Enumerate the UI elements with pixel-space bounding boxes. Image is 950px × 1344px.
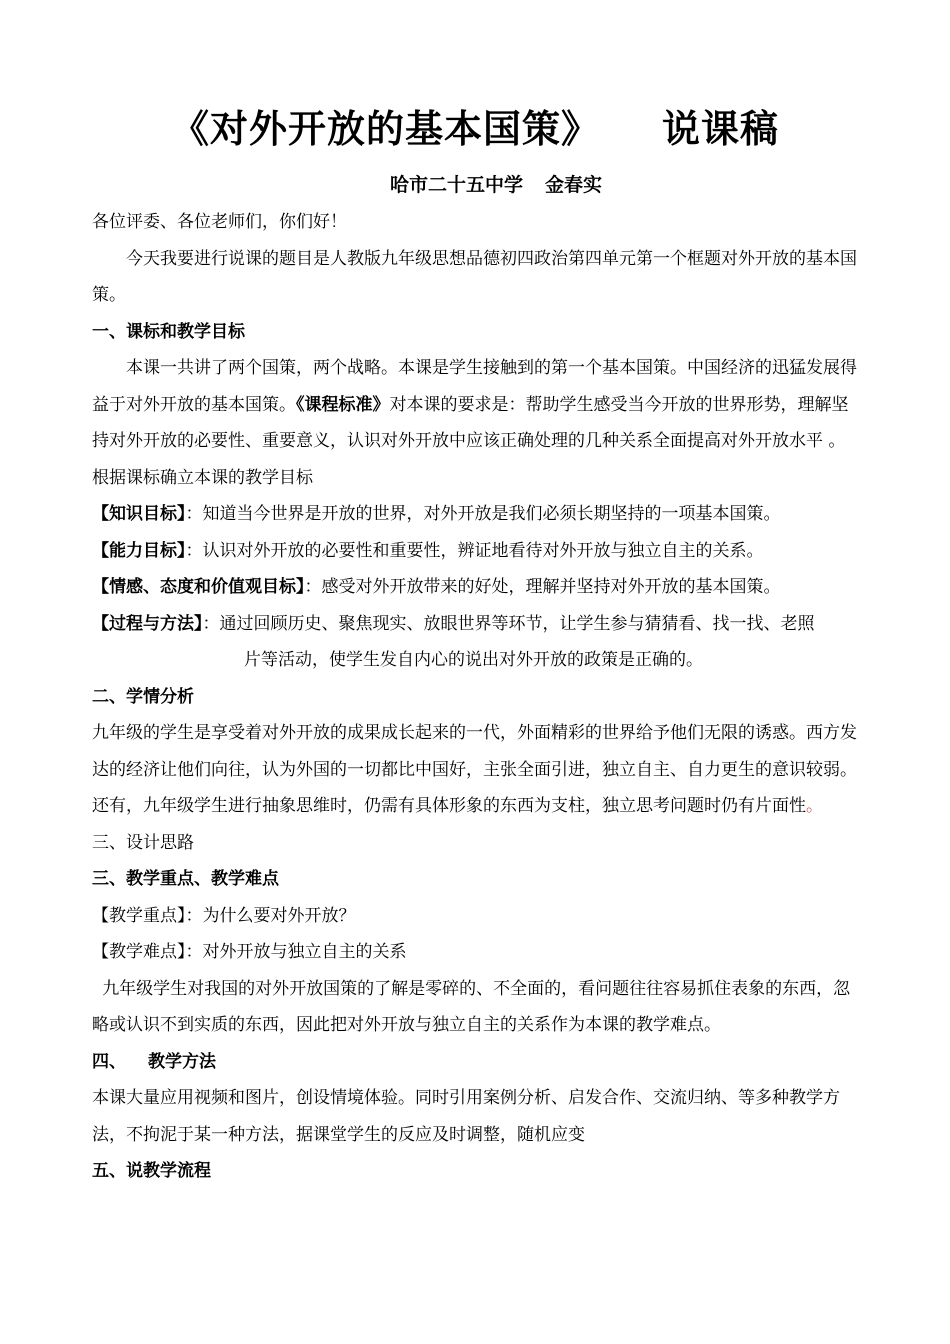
- difficult-point: 【教学难点】：对外开放与独立自主的关系: [92, 942, 407, 962]
- section-4-heading: 四、 教学方法: [92, 1051, 216, 1072]
- section-3-heading: 三、教学重点、教学难点: [92, 869, 279, 889]
- author-school: 哈市二十五中学: [390, 174, 524, 196]
- section-3a-heading: 三、设计思路: [92, 832, 194, 853]
- goal-emotion: 【情感、态度和价值观目标】：感受对外开放带来的好处，理解并坚持对外开放的基本国策。: [92, 577, 781, 597]
- section-1-paragraph: 本课一共讲了两个国策，两个战略。本课是学生接触到的第一个基本国策。中国经济的迅猛发展得益于对外开放的基本国策。《课程标准》对本课的要求是：帮助学生感受当今开放的世界形势，理解坚持对外开放的必要性、重要意义，认识对外开放中应该正确处理的几种关系全面提高对外开放水平 。根据课标确立本课的教学目标: [92, 358, 857, 488]
- section-2-heading: 二、学情分析: [92, 686, 194, 707]
- title-suffix: 说课稿: [662, 107, 780, 151]
- title-main: 《对外开放的基本国策》: [170, 107, 600, 151]
- section-1-heading: 一、课标和教学目标: [92, 321, 245, 342]
- goal-knowledge: 【知识目标】：知道当今世界是开放的世界，对外开放是我们必须长期坚持的一项基本国策。: [92, 504, 781, 524]
- greeting: 各位评委、各位老师们，你们好！: [92, 212, 347, 232]
- author-name: 金春实: [545, 174, 603, 196]
- section-3-paragraph: 九年级学生对我国的对外开放国策的了解是零碎的、不全面的，看问题往往容易抓住表象的东西，忽略或认识不到实质的东西，因此把对外开放与独立自主的关系作为本课的教学难点。: [92, 978, 851, 1035]
- intro-paragraph: 今天我要进行说课的题目是人教版九年级思想品德初四政治第四单元第一个框题对外开放的基本国策。: [92, 248, 857, 305]
- section-2-paragraph: 九年级的学生是享受着对外开放的成果成长起来的一代，外面精彩的世界给予他们无限的诱惑。西方发达的经济让他们向往，认为外国的一切都比中国好，主张全面引进，独立自主、自力更生的意识较弱。还有，九年级学生进行抽象思维时，仍需有具体形象的东西为支柱，独立思考问题时仍有片面性。: [92, 723, 857, 816]
- goal-ability: 【能力目标】：认识对外开放的必要性和重要性，辨证地看待对外开放与独立自主的关系。: [92, 540, 764, 561]
- key-point: 【教学重点】：为什么要对外开放？: [92, 905, 356, 926]
- author-line: [390, 170, 602, 197]
- goal-process-continued: 片等活动，使学生发自内心的说出对外开放的政策是正确的。: [244, 650, 703, 670]
- document-title: [0, 98, 950, 153]
- document-body: [92, 204, 860, 1190]
- goal-process: 【过程与方法】：通过回顾历史、聚焦现实、放眼世界等环节，让学生参与猜猜看、找一找、老照: [92, 613, 815, 634]
- section-4-paragraph: 本课大量应用视频和图片，创设情境体验。同时引用案例分析、启发合作、交流归纳、等多种教学方法，不拘泥于某一种方法，据课堂学生的反应及时调整，随机应变: [92, 1088, 840, 1145]
- section-5-heading: 五、说教学流程: [92, 1161, 211, 1181]
